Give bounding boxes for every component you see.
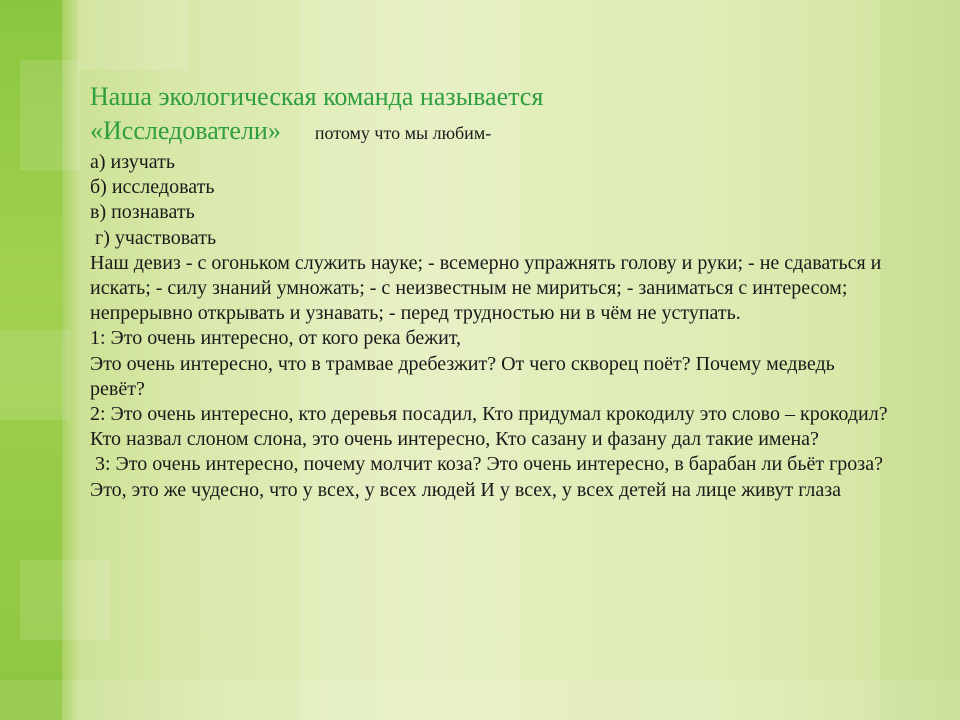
verse-1-line2: Это очень интересно, что в трамвае дребезжит? От чего скворец поёт? Почему медведь ревёт? <box>90 352 835 400</box>
decorative-stripe <box>880 0 960 720</box>
decorative-stripe <box>0 680 960 720</box>
team-motto: Наш девиз - с огоньком служить науке; - всемерно упражнять голову и руки; - не сдаваться и искать; - силу знаний умножать; - с неизвестным не мириться; - заниматься с интересом; непрерывно открывать и узнавать; - перед трудностью ни в чём не уступать. <box>90 251 882 325</box>
option-c: в) познавать <box>90 201 195 224</box>
decorative-square <box>78 0 188 70</box>
team-name: «Исследователи» <box>90 116 281 145</box>
verse-3: 3: Это очень интересно, почему молчит коза? Это очень интересно, в барабан ли бьёт гроза? Это, это же чудесно, что у всех, у всех людей И у всех, у всех детей на лице живут глаза <box>90 453 888 501</box>
verse-2: 2: Это очень интересно, кто деревья посадил, Кто придумал крокодилу это слово – крокодил? Кто назвал слоном слона, это очень интересно, Кто сазану и фазану дал такие имена? <box>90 403 888 451</box>
team-heading-line1: Наша экологическая команда называется <box>90 82 544 111</box>
option-d: г) участвовать <box>90 226 217 249</box>
decorative-square <box>0 330 70 420</box>
option-b: б) исследовать <box>90 176 215 199</box>
team-heading-reason: потому что мы любим- <box>314 123 492 143</box>
decorative-square <box>20 560 110 640</box>
slide-text <box>90 80 890 503</box>
team-heading <box>90 80 890 150</box>
verse-1-line1: 1: Это очень интересно, от кого река бежит, <box>90 327 462 350</box>
decorative-square <box>20 60 80 170</box>
option-a: а) изучать <box>90 151 175 173</box>
team-heading-line2 <box>90 114 890 150</box>
